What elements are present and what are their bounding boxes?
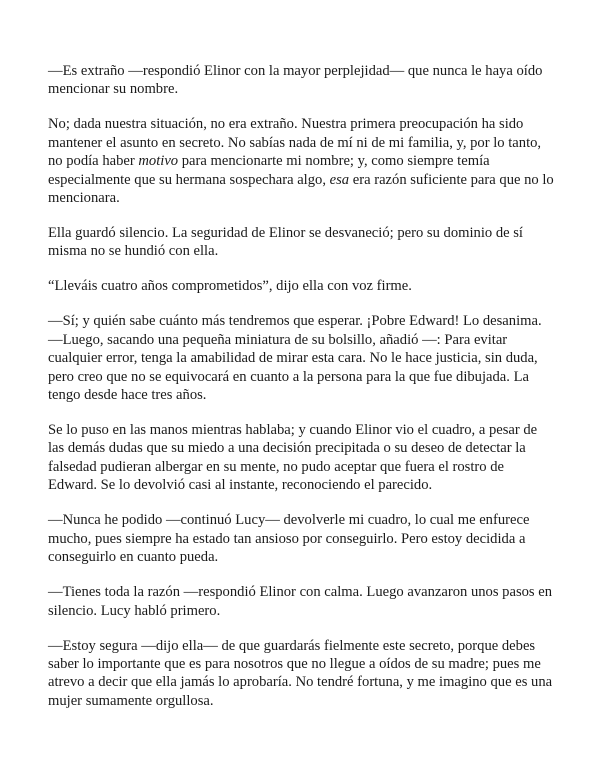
paragraph-8 bbox=[48, 583, 554, 620]
paragraph-1-text: —Es extraño —respondió Elinor con la mayor perplejidad— que nunca le haya oído mencionar su nombre. bbox=[48, 63, 543, 98]
paragraph-4-text: “Lleváis cuatro años comprometidos”, dijo ella con voz firme. bbox=[48, 278, 412, 295]
paragraph-1 bbox=[48, 62, 554, 99]
paragraph-7 bbox=[48, 511, 554, 566]
paragraph-3 bbox=[48, 224, 554, 261]
paragraph-7-text: —Nunca he podido —continuó Lucy— devolverle mi cuadro, lo cual me enfurece mucho, pues siempre ha estado tan ansioso por conseguirlo. Pero estoy decidida a conseguirlo en cuanto pueda. bbox=[48, 512, 530, 566]
paragraph-6 bbox=[48, 421, 554, 495]
paragraph-5 bbox=[48, 312, 554, 404]
paragraph-2-text-c: era razón suficiente para que no lo mencionara. bbox=[48, 171, 554, 207]
paragraph-9 bbox=[48, 637, 554, 711]
emphasis-esa: esa bbox=[329, 171, 350, 188]
paragraph-5-text: —Sí; y quién sabe cuánto más tendremos que esperar. ¡Pobre Edward! Lo desanima. —Luego, sacando una pequeña miniatura de su bolsillo, añadió —: Para evitar cualquier error, tenga la amabilidad de mirar esta cara. No le hace justicia, sin duda, pero creo que no se equivocará en cuanto a la persona para la que fue dibujada. La tengo desde hace tres años. bbox=[48, 313, 542, 404]
paragraph-4 bbox=[48, 277, 554, 295]
paragraph-8-text: —Tienes toda la razón —respondió Elinor con calma. Luego avanzaron unos pasos en silencio. Lucy habló primero. bbox=[48, 584, 553, 619]
paragraph-3-text: Ella guardó silencio. La seguridad de Elinor se desvaneció; pero su dominio de sí misma no se hundió con ella. bbox=[48, 225, 523, 260]
paragraph-6-text: Se lo puso en las manos mientras hablaba; y cuando Elinor vio el cuadro, a pesar de las demás dudas que su miedo a una decisión precipitada o su deseo de detectar la falsedad pudieran albergar en su mente, no pudo aceptar que fuera el rostro de Edward. Se lo devolvió casi al instante, reconociendo el parecido. bbox=[48, 422, 538, 494]
emphasis-motivo: motivo bbox=[138, 153, 179, 170]
paragraph-2-text-a: No; dada nuestra situación, no era extraño. Nuestra primera preocupación ha sido mantener el asunto en secreto. No sabías nada de mí ni de mi familia, y, por lo tanto, no podía haber bbox=[48, 116, 542, 170]
paragraph-2 bbox=[48, 115, 554, 207]
document-page bbox=[48, 62, 554, 727]
paragraph-2-text-b: para mencionarte mi nombre; y, como siempre temía especialmente que su hermana sospechara algo, bbox=[48, 153, 490, 188]
paragraph-9-text: —Estoy segura —dijo ella— de que guardarás fielmente este secreto, porque debes saber lo importante que es para nosotros que no llegue a oídos de su madre; pues me atrevo a decir que ella jamás lo aprobaría. No tendré fortuna, y me imagino que es una mujer sumamente orgullosa. bbox=[48, 637, 553, 709]
